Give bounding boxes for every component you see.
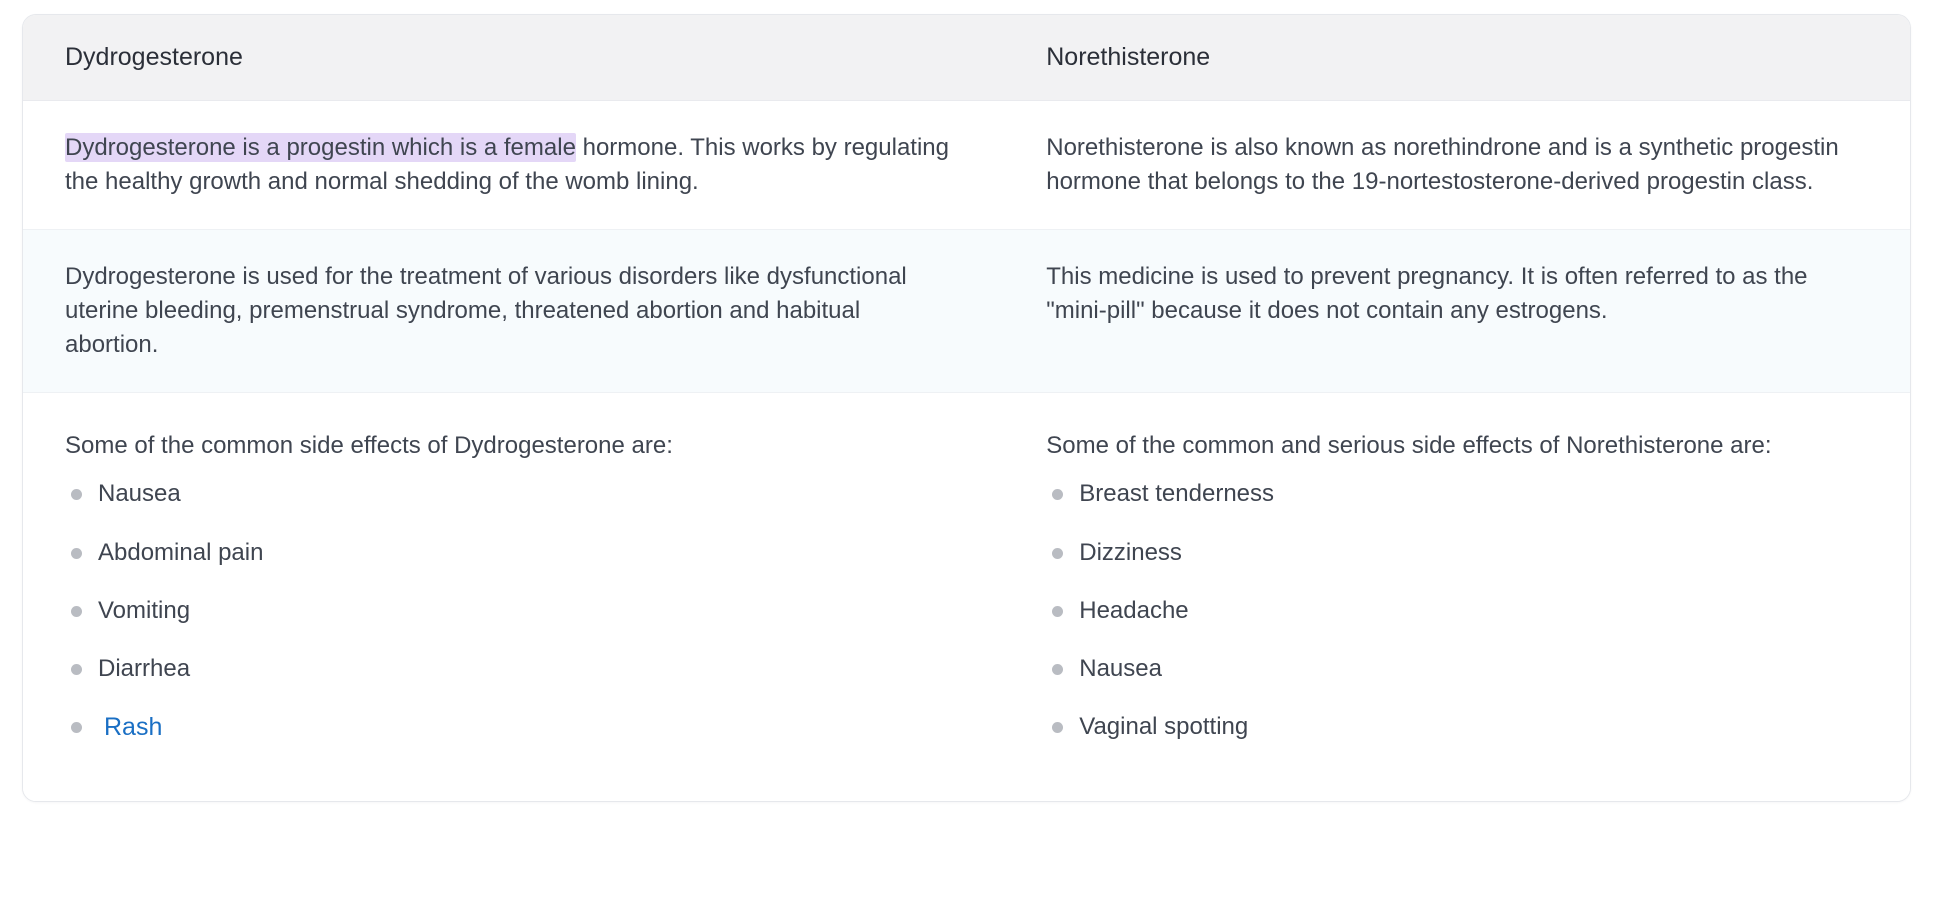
description-paragraph-right: Norethisterone is also known as norethindrone and is a synthetic progestin hormone that belongs to the 19-nortestosterone-derived progestin class. xyxy=(1046,134,1839,196)
bullet-icon xyxy=(1052,548,1063,559)
table-body xyxy=(23,101,1910,802)
comparison-card xyxy=(22,14,1911,802)
cell-description-left xyxy=(23,101,1004,230)
cell-uses-right xyxy=(1004,230,1910,393)
column-header-dydrogesterone: Dydrogesterone xyxy=(23,15,1004,101)
side-effects-intro-left: Some of the common side effects of Dydrogesterone are: xyxy=(65,432,673,460)
side-effects-intro-right: Some of the common and serious side effects of Norethisterone are: xyxy=(1046,432,1772,460)
cell-side-effects-left xyxy=(23,393,1004,801)
table-row xyxy=(23,101,1910,230)
list-item xyxy=(65,652,956,686)
side-effects-list-left xyxy=(65,477,956,745)
list-item-label: Headache xyxy=(1079,596,1189,624)
bullet-icon xyxy=(1052,489,1063,500)
table-header-row xyxy=(23,15,1910,101)
list-item xyxy=(65,710,956,746)
list-item-label: Diarrhea xyxy=(98,654,191,682)
column-header-norethisterone: Norethisterone xyxy=(1004,15,1910,101)
table-row xyxy=(23,230,1910,393)
list-item xyxy=(1046,477,1862,511)
list-item-label: Nausea xyxy=(1079,654,1162,682)
cell-description-right xyxy=(1004,101,1910,230)
bullet-icon xyxy=(71,548,82,559)
cell-uses-left xyxy=(23,230,1004,393)
bullet-icon xyxy=(71,664,82,675)
list-item xyxy=(1046,710,1862,744)
list-item-label: Vomiting xyxy=(98,596,191,624)
bullet-icon xyxy=(1052,722,1063,733)
bullet-icon xyxy=(1052,606,1063,617)
bullet-icon xyxy=(71,722,82,733)
side-effects-list-right xyxy=(1046,477,1862,743)
list-item-label: Abdominal pain xyxy=(98,538,264,566)
comparison-table xyxy=(23,15,1910,801)
list-item xyxy=(1046,594,1862,628)
table-row xyxy=(23,393,1910,801)
list-item-label: Nausea xyxy=(98,480,181,508)
list-item-label: Vaginal spotting xyxy=(1079,712,1249,740)
uses-paragraph-left: Dydrogesterone is used for the treatment of various disorders like dysfunctional uterine bleeding, premenstrual syndrome, threatened abortion and habitual abortion. xyxy=(65,263,907,359)
list-item xyxy=(1046,652,1862,686)
list-item xyxy=(65,536,956,570)
list-item xyxy=(1046,536,1862,570)
table-header xyxy=(23,15,1910,101)
cell-side-effects-right xyxy=(1004,393,1910,801)
highlighted-text: Dydrogesterone is a progestin which is a female xyxy=(65,134,576,161)
list-item-label: Breast tenderness xyxy=(1079,480,1275,508)
description-rest-left: hormone. This works by regulating the healthy growth and normal shedding of the womb lining. xyxy=(65,134,950,196)
list-item xyxy=(65,477,956,511)
bullet-icon xyxy=(71,489,82,500)
bullet-icon xyxy=(1052,664,1063,675)
list-item xyxy=(65,594,956,628)
rash-link[interactable]: Rash xyxy=(104,712,163,741)
bullet-icon xyxy=(71,606,82,617)
list-item-label: Dizziness xyxy=(1079,538,1182,566)
description-paragraph-left xyxy=(65,131,956,199)
uses-paragraph-right: This medicine is used to prevent pregnancy. It is often referred to as the "mini-pill" because it does not contain any estrogens. xyxy=(1046,263,1808,325)
